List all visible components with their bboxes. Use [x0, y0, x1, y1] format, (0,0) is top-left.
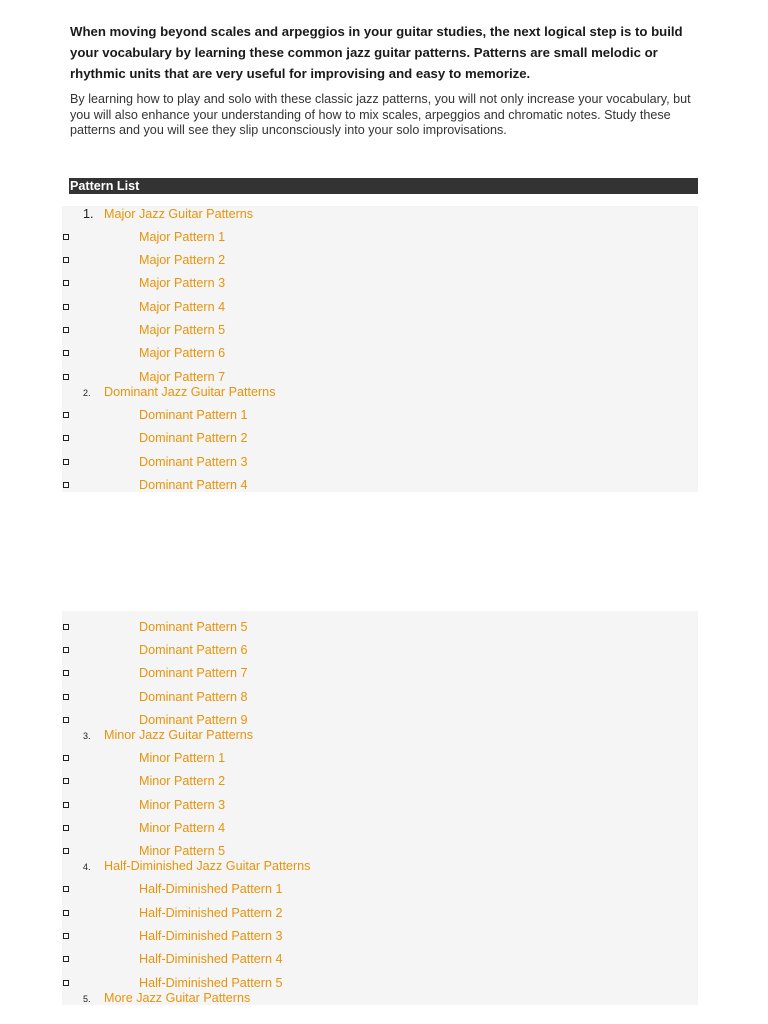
link-dominant-pattern-8[interactable]: Dominant Pattern 8: [139, 690, 248, 704]
square-bullet-icon: [63, 435, 69, 441]
link-dominant-pattern-9[interactable]: Dominant Pattern 9: [139, 713, 248, 727]
link-minor-jazz-guitar-patterns[interactable]: Minor Jazz Guitar Patterns: [104, 728, 254, 742]
square-bullet-icon: [63, 482, 69, 488]
square-bullet-icon: [63, 717, 69, 723]
link-half-diminished-jazz-guitar-patterns[interactable]: Half-Diminished Jazz Guitar Patterns: [104, 859, 311, 873]
link-major-pattern-3[interactable]: Major Pattern 3: [139, 276, 226, 290]
square-bullet-icon: [63, 694, 69, 700]
square-bullet-icon: [63, 933, 69, 939]
link-major-pattern-2[interactable]: Major Pattern 2: [139, 253, 226, 267]
link-dominant-pattern-2[interactable]: Dominant Pattern 2: [139, 431, 248, 445]
square-bullet-icon: [63, 280, 69, 286]
list-number: 1.: [83, 207, 94, 221]
link-half-diminished-pattern-2[interactable]: Half-Diminished Pattern 2: [139, 906, 283, 920]
square-bullet-icon: [63, 459, 69, 465]
link-major-pattern-1[interactable]: Major Pattern 1: [139, 230, 226, 244]
link-dominant-pattern-7[interactable]: Dominant Pattern 7: [139, 666, 248, 680]
square-bullet-icon: [63, 802, 69, 808]
link-dominant-pattern-4[interactable]: Dominant Pattern 4: [139, 478, 248, 492]
link-dominant-pattern-3[interactable]: Dominant Pattern 3: [139, 455, 248, 469]
link-half-diminished-pattern-4[interactable]: Half-Diminished Pattern 4: [139, 952, 283, 966]
link-dominant-pattern-1[interactable]: Dominant Pattern 1: [139, 408, 248, 422]
square-bullet-icon: [63, 234, 69, 240]
link-half-diminished-pattern-3[interactable]: Half-Diminished Pattern 3: [139, 929, 283, 943]
square-bullet-icon: [63, 350, 69, 356]
list-number: 3.: [83, 731, 91, 741]
square-bullet-icon: [63, 848, 69, 854]
square-bullet-icon: [63, 624, 69, 630]
pattern-list-block: [62, 206, 698, 492]
link-dominant-jazz-guitar-patterns[interactable]: Dominant Jazz Guitar Patterns: [104, 385, 276, 399]
link-half-diminished-pattern-1[interactable]: Half-Diminished Pattern 1: [139, 882, 283, 896]
link-major-pattern-5[interactable]: Major Pattern 5: [139, 323, 226, 337]
pattern-list-block-continued: [62, 611, 698, 1005]
square-bullet-icon: [63, 647, 69, 653]
link-minor-pattern-3[interactable]: Minor Pattern 3: [139, 798, 226, 812]
square-bullet-icon: [63, 910, 69, 916]
square-bullet-icon: [63, 825, 69, 831]
intro-bold-paragraph: When moving beyond scales and arpeggios in your guitar studies, the next logical step is to build your vocabulary by learning these common jazz guitar patterns. Patterns are small melodic or rhythmic units that are very useful for improvising and easy to memorize.: [70, 24, 683, 81]
link-minor-pattern-4[interactable]: Minor Pattern 4: [139, 821, 226, 835]
square-bullet-icon: [63, 956, 69, 962]
square-bullet-icon: [63, 886, 69, 892]
square-bullet-icon: [63, 257, 69, 263]
list-number: 2.: [83, 388, 91, 398]
square-bullet-icon: [63, 327, 69, 333]
list-number: 5.: [83, 994, 91, 1004]
square-bullet-icon: [63, 778, 69, 784]
square-bullet-icon: [63, 980, 69, 986]
link-half-diminished-pattern-5[interactable]: Half-Diminished Pattern 5: [139, 976, 283, 990]
link-major-pattern-7[interactable]: Major Pattern 7: [139, 370, 226, 384]
square-bullet-icon: [63, 755, 69, 761]
link-minor-pattern-2[interactable]: Minor Pattern 2: [139, 774, 226, 788]
square-bullet-icon: [63, 670, 69, 676]
list-number: 4.: [83, 862, 91, 872]
intro-paragraph: By learning how to play and solo with these classic jazz patterns, you will not only increase your vocabulary, but you will also enhance your understanding of how to mix scales, arpeggios and chromatic notes. Study these patterns and you will see they slip unconsciously into your solo improvisations.: [70, 92, 691, 137]
link-major-jazz-guitar-patterns[interactable]: Major Jazz Guitar Patterns: [104, 207, 254, 221]
square-bullet-icon: [63, 374, 69, 380]
link-dominant-pattern-6[interactable]: Dominant Pattern 6: [139, 643, 248, 657]
link-minor-pattern-1[interactable]: Minor Pattern 1: [139, 751, 226, 765]
link-dominant-pattern-5[interactable]: Dominant Pattern 5: [139, 620, 248, 634]
square-bullet-icon: [63, 412, 69, 418]
link-major-pattern-6[interactable]: Major Pattern 6: [139, 346, 226, 360]
square-bullet-icon: [63, 304, 69, 310]
link-more-jazz-guitar-patterns[interactable]: More Jazz Guitar Patterns: [104, 991, 251, 1005]
link-major-pattern-4[interactable]: Major Pattern 4: [139, 300, 226, 314]
link-minor-pattern-5[interactable]: Minor Pattern 5: [139, 844, 226, 858]
pattern-list-header: Pattern List: [69, 178, 698, 194]
